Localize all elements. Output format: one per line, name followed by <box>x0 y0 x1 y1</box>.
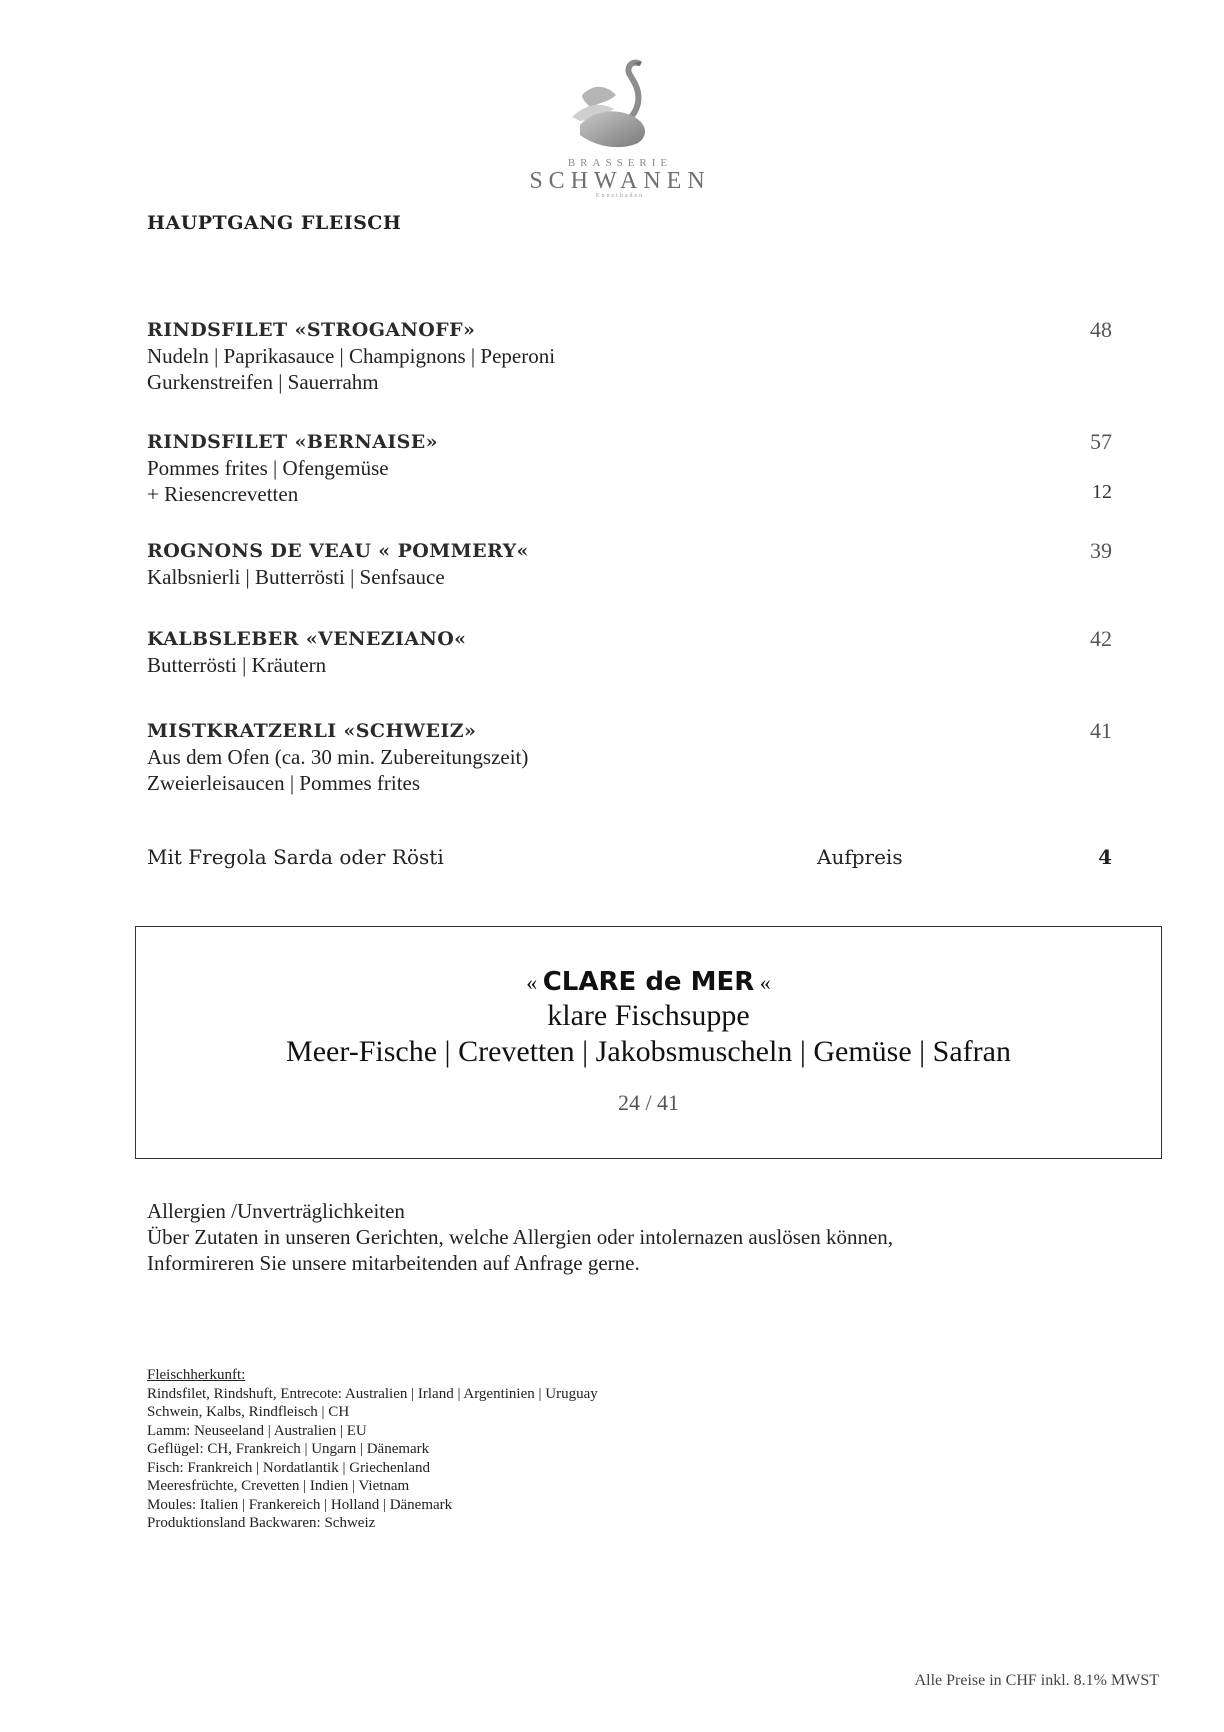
allergy-text: Informireren Sie unsere mitarbeitenden auf Anfrage gerne. <box>147 1251 640 1275</box>
dish-item <box>147 538 1112 590</box>
aufpreis-label: Aufpreis <box>817 845 903 869</box>
price-footer: Alle Preise in CHF inkl. 8.1% MWST <box>914 1672 1159 1689</box>
dish-sub-price: 12 <box>1092 481 1112 503</box>
dish-price: 41 <box>1090 718 1112 743</box>
dish-desc: Butterrösti | Kräutern <box>147 653 327 677</box>
dish-name: ROGNONS DE VEAU « POMMERY« <box>147 540 529 562</box>
swan-logo-icon <box>560 55 680 155</box>
allergy-text: Über Zutaten in unseren Gerichten, welche Allergien oder intolernazen auslösen können, <box>147 1225 894 1249</box>
dish-name: KALBSLEBER «VENEZIANO« <box>147 628 467 650</box>
brand-logo <box>520 55 720 220</box>
dish-item <box>147 429 1112 507</box>
origin-line: Fisch: Frankreich | Nordatlantik | Griechenland <box>147 1459 431 1476</box>
dish-desc: Zweierleisaucen | Pommes frites <box>147 771 421 795</box>
logo-brasserie: BRASSERIE <box>567 157 673 169</box>
dish-desc: Gurkenstreifen | Sauerrahm <box>147 370 379 394</box>
origin-line: Produktionsland Backwaren: Schweiz <box>147 1515 376 1531</box>
origin-line: Lamm: Neuseeland | Australien | EU <box>147 1422 367 1439</box>
dish-name: RINDSFILET «BERNAISE» <box>147 431 438 453</box>
allergy-title: Allergien /Unverträglichkeiten <box>147 1199 405 1223</box>
dish-price: 42 <box>1090 626 1112 651</box>
side-option-label: Mit Fregola Sarda oder Rösti <box>147 845 444 869</box>
dish-price: 39 <box>1090 538 1112 563</box>
logo-place: Ennetbaden <box>595 193 645 199</box>
dish-name: MISTKRATZERLI «SCHWEIZ» <box>147 720 477 742</box>
section-title: HAUPTGANG FLEISCH <box>147 212 402 234</box>
dish-price: 57 <box>1090 429 1112 454</box>
side-option <box>147 845 1112 869</box>
allergy-notice <box>147 1198 893 1276</box>
dish-desc: Pommes frites | Ofengemüse <box>147 456 389 480</box>
origin-line: Geflügel: CH, Frankreich | Ungarn | Dänemark <box>147 1441 430 1457</box>
special-desc: Meer-Fische | Crevetten | Jakobsmuscheln | Gemüse | Safran <box>286 1035 1011 1068</box>
logo-schwanen: SCHWANEN <box>529 168 711 194</box>
special-subtitle: klare Fischsuppe <box>547 999 750 1032</box>
origin-title: Fleischherkunft: <box>147 1367 246 1383</box>
dish-desc: + Riesencrevetten <box>147 482 299 506</box>
dish-desc: Nudeln | Paprikasauce | Champignons | Peperoni <box>147 344 556 368</box>
dish-name: RINDSFILET «STROGANOFF» <box>147 319 476 341</box>
side-option-price: 4 <box>1098 845 1112 869</box>
quote-open: « <box>526 970 543 995</box>
dish-item <box>147 718 1112 796</box>
dish-desc: Aus dem Ofen (ca. 30 min. Zubereitungszeit) <box>147 745 529 769</box>
dish-price: 48 <box>1090 317 1112 342</box>
origin-line: Meeresfrüchte, Crevetten | Indien | Vietnam <box>147 1478 410 1494</box>
special-price: 24 / 41 <box>617 1090 680 1115</box>
dish-desc: Kalbsnierli | Butterrösti | Senfsauce <box>147 565 445 589</box>
special-title <box>136 967 1161 998</box>
origin-line: Moules: Italien | Frankereich | Holland | Dänemark <box>147 1496 453 1513</box>
meat-origin <box>147 1366 598 1533</box>
special-box <box>135 926 1162 1159</box>
origin-line: Schwein, Kalbs, Rindfleisch | CH <box>147 1404 350 1420</box>
origin-line: Rindsfilet, Rindshuft, Entrecote: Australien | Irland | Argentinien | Uruguay <box>147 1385 598 1402</box>
special-title-text: CLARE de MER <box>542 967 755 997</box>
dish-item <box>147 626 1112 678</box>
quote-close: « <box>754 970 771 995</box>
dish-item <box>147 317 1112 395</box>
